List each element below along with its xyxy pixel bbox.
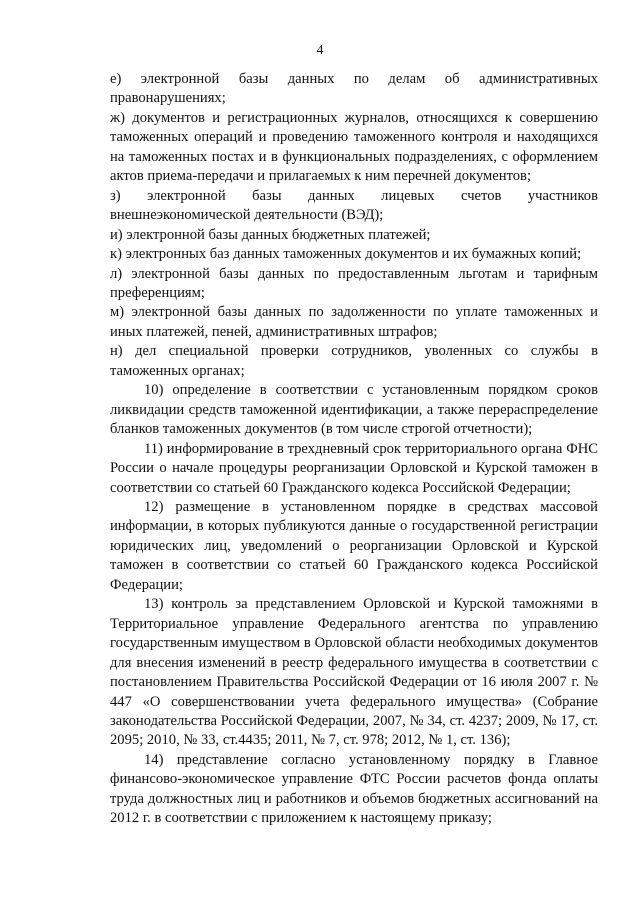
list-item-z: з) электронной базы данных лицевых счетов участников внешнеэкономической деятельности (ВЭД); <box>110 187 598 224</box>
document-body <box>110 70 598 829</box>
paragraph-13: 13) контроль за представлением Орловской и Курской таможнями в Территориальное управление Федерального агентства по управлению государственным имуществом в Орловской области необходимых документов для внесения изменений в реестр федерального имущества в соответствии с постановлением Правительства Российской Федерации от 16 июля 2007 г. № 447 «О совершенствовании учета федерального имущества» (Собрание законодательства Российской Федерации, 2007, № 34, ст. 4237; 2009, № 17, ст. 2095; 2010, № 33, ст.4435; 2011, № 7, ст. 978; 2012, № 1, ст. 136); <box>110 596 598 749</box>
list-item-n: н) дел специальной проверки сотрудников, уволенных со службы в таможенных органах; <box>110 343 598 379</box>
paragraph-10: 10) определение в соответствии с установленным порядком сроков ликвидации средств таможенной идентификации, а также перераспределение бланков таможенных документов (в том числе строгой отчетности); <box>110 382 598 438</box>
list-item-l: л) электронной базы данных по предоставленным льготам и тарифным преференциям; <box>110 265 598 301</box>
paragraph-12: 12) размещение в установленном порядке в средствах массовой информации, в которых публикуются данные о государственной регистрации юридических лиц, уведомлений о реорганизации Орловской и Курской таможен в соответствии со статьей 60 Гражданского кодекса Российской Федерации; <box>110 498 598 593</box>
list-item-m: м) электронной базы данных по задолженности по уплате таможенных и иных платежей, пеней, административных штрафов; <box>110 304 598 340</box>
list-item-i: и) электронной базы данных бюджетных платежей; <box>110 226 431 243</box>
paragraph-11: 11) информирование в трехдневный срок территориального органа ФНС России о начале процедуры реорганизации Орловской и Курской таможен в соответствии со статьей 60 Гражданского кодекса Российской Федерации; <box>110 440 598 496</box>
paragraph-14: 14) представление согласно установленному порядку в Главное финансово-экономическое управление ФТС России расчетов фонда оплаты труда должностных лиц и работников и объемов бюджетных ассигнований на 2012 г. в соответствии с приложением к настоящему приказу; <box>110 751 598 827</box>
list-item-zh: ж) документов и регистрационных журналов, относящихся к совершению таможенных операций и проведению таможенного контроля и находящихся на таможенных постах и в функциональных подразделениях, с оформлением актов приема-передачи и прилагаемых к ним перечней документов; <box>110 109 598 185</box>
page-number: 4 <box>316 43 324 58</box>
list-item-k: к) электронных баз данных таможенных документов и их бумажных копий; <box>110 246 582 263</box>
list-item-e: е) электронной базы данных по делам об административных правонарушениях; <box>110 71 598 107</box>
